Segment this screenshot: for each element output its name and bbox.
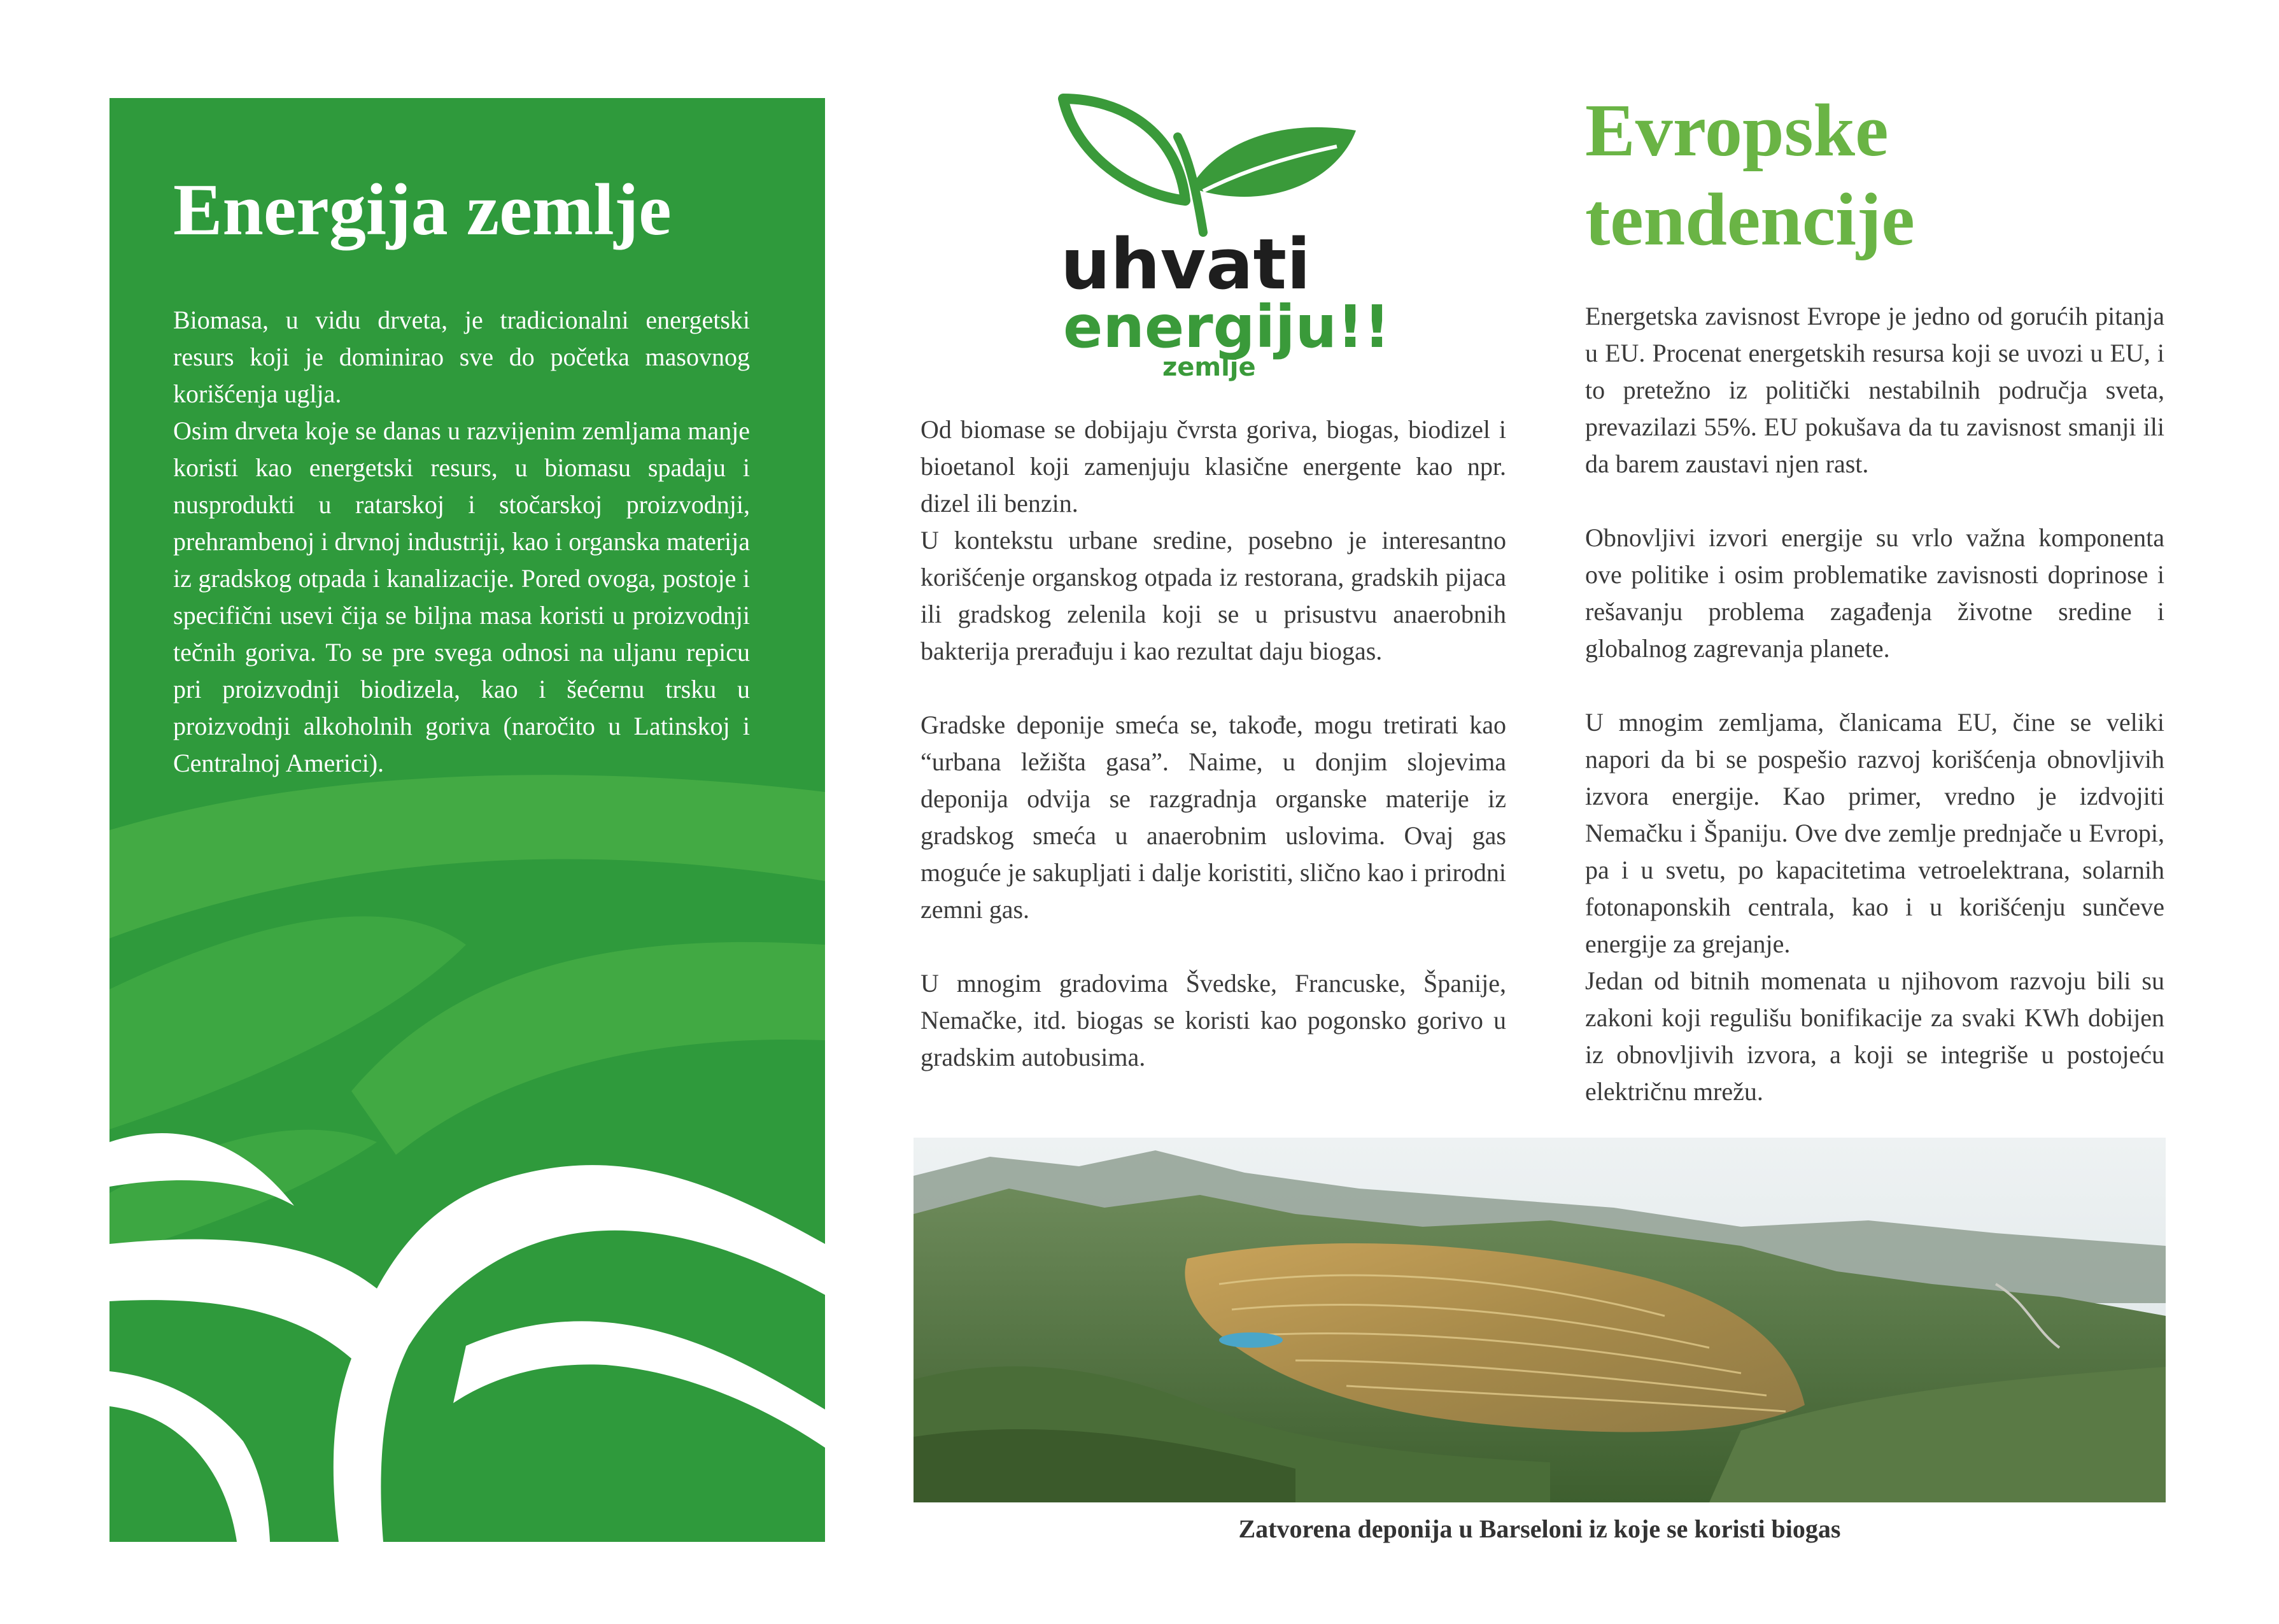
logo-line3: zemlje	[1162, 353, 1256, 382]
left-paragraph: Osim drveta koje se danas u razvijenim zemljama manje koristi kao energetski resurs, u biomasu spadaju i nusprodukti u ratarskoj i stočarskoj proizvodnji, prehrambenoj i drvnoj industriji, kao i organska materija iz gradskog otpada i kanalizacije. Pored ovoga, postoje i specifični usevi čija se biljna masa koristi u proizvodnji tečnih goriva. To se pre svega odnosi na uljanu repicu pri proizvodnji biodizela, kao i šećernu trsku u proizvodnji alkoholnih goriva (naročito u Latinskoj i Centralnoj Americi).	[173, 416, 750, 777]
right-paragraph: Jedan od bitnih momenata u njihovom razvoju bili su zakoni koji regulišu bonifikacije za svaki KWh dobijen iz obnovljivih izvora, a koji se integriše u postojeću električnu mrežu.	[1585, 966, 2164, 1106]
left-panel-body	[173, 302, 750, 782]
right-title-line2: tendencije	[1585, 178, 1915, 261]
right-paragraph: Obnovljivi izvori energije su vrlo važna komponenta ove politike i osim problematike zavisnosti doprinose i rešavanju problema zagađenja životne sredine i globalnog zagrevanja planete.	[1585, 523, 2164, 663]
right-column	[1585, 298, 2164, 1110]
uhvati-energiju-logo	[1038, 86, 1394, 385]
left-leaf-icon	[1063, 99, 1185, 201]
left-paragraph: Biomasa, u vidu drveta, je tradicionalni energetski resurs koji je dominirao sve do početka masovnog korišćenja uglja.	[173, 306, 750, 408]
right-column-title	[1585, 86, 2222, 264]
middle-paragraph: U mnogim gradovima Švedske, Francuske, Španije, Nemačke, itd. biogas se koristi kao pogonsko gorivo u gradskim autobusima.	[921, 969, 1506, 1071]
right-title-line1: Evropske	[1585, 88, 1889, 172]
right-paragraph: U mnogim zemljama, članicama EU, čine se veliki napori da bi se pospešio razvoj korišćenja obnovljivih izvora energije. Kao primer, vredno je izdvojiti Nemačku i Španiju. Ove dve zemlje prednjače u Evropi, pa i u svetu, po kapacitetima vetroelektrana, solarnih fotonaponskih centrala, kao i u korišćenju sunčeve energije za grejanje.	[1585, 708, 2164, 958]
middle-column	[921, 411, 1506, 1076]
logo-line2: energiju!!	[1063, 293, 1390, 361]
green-panel	[109, 98, 825, 1542]
landfill-photo	[914, 1138, 2166, 1502]
right-paragraph: Energetska zavisnost Evrope je jedno od gorućih pitanja u EU. Procenat energetskih resursa koji se uvozi u EU, i to pretežno iz politički nestabilnih područja sveta, prevazilazi 55%. EU pokušava da tu zavisnost smanji ili da barem zaustavi njen rast.	[1585, 302, 2164, 478]
left-panel-title: Energija zemlje	[173, 169, 672, 251]
middle-paragraph: Gradske deponije smeća se, takođe, mogu tretirati kao “urbana ležišta gasa”. Naime, u donjim slojevima deponija odvija se razgradnja organske materije iz gradskog smeća u anaerobnim uslovima. Ovaj gas moguće je sakupljati i dalje koristiti, slično kao i prirodni zemni gas.	[921, 710, 1506, 924]
middle-paragraph: U kontekstu urbane sredine, posebno je interesantno korišćenje organskog otpada iz restorana, gradskih pijaca ili gradskog zelenila koji se u prisustvu anaerobnih bakterija prerađuju i kao rezultat daju biogas.	[921, 526, 1506, 665]
photo-caption: Zatvorena deponija u Barseloni iz koje se koristi biogas	[1238, 1515, 1841, 1543]
logo-line1: uhvati	[1061, 223, 1311, 305]
middle-paragraph: Od biomase se dobijaju čvrsta goriva, biogas, biodizel i bioetanol koji zamenjuju klasične energente kao npr. dizel ili benzin.	[921, 415, 1506, 518]
